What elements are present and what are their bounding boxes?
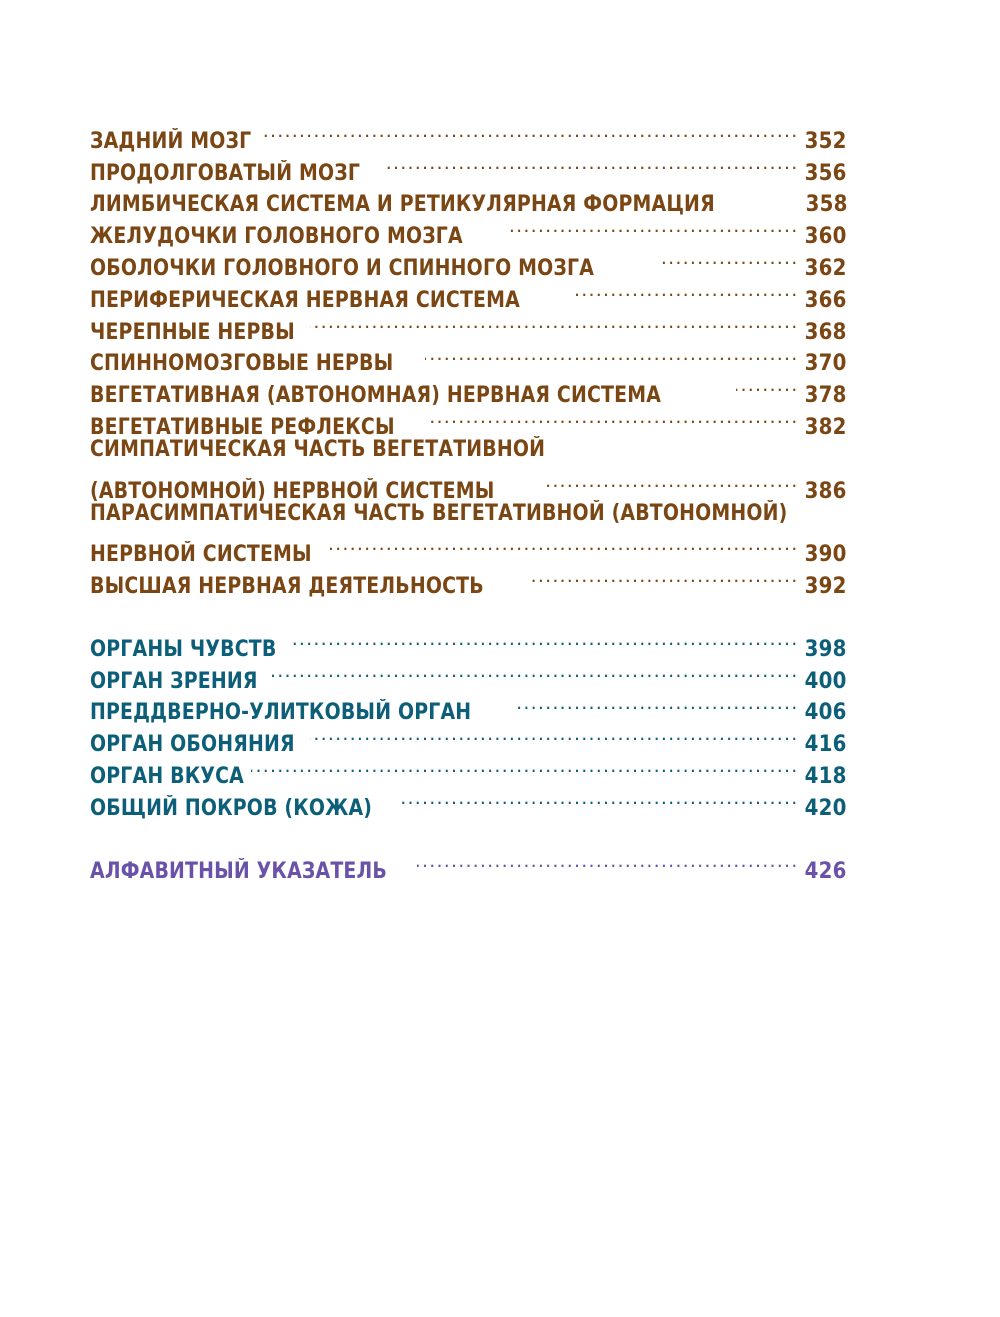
toc-entry-title: ЖЕЛУДОЧКИ ГОЛОВНОГО МОЗГА xyxy=(90,224,463,250)
dot-leader xyxy=(736,370,798,402)
toc-entry-page: 352 xyxy=(805,128,847,154)
dot-leader xyxy=(310,719,798,751)
toc-entry-page: 366 xyxy=(805,287,847,313)
table-of-contents xyxy=(90,116,848,884)
toc-entry-page: 400 xyxy=(805,668,847,694)
toc-group-index xyxy=(90,846,847,884)
toc-entry-page: 358 xyxy=(805,192,848,218)
toc-entry-title: ПЕРИФЕРИЧЕСКАЯ НЕРВНАЯ СИСТЕМА xyxy=(90,287,520,313)
toc-entry-page: 418 xyxy=(805,763,847,789)
dot-leader xyxy=(400,783,798,815)
dot-leader xyxy=(386,148,798,180)
toc-entry-title: ПРЕДДВЕРНО-УЛИТКОВЫЙ ОРГАН xyxy=(90,700,472,726)
toc-entry-title: (АВТОНОМНОЙ) НЕРВНОЙ СИСТЕМЫ xyxy=(90,478,495,504)
toc-entry-page: 368 xyxy=(805,319,847,345)
toc-entry-title: ЧЕРЕПНЫЕ НЕРВЫ xyxy=(90,319,295,345)
toc-entry-title: ВЫСШАЯ НЕРВНАЯ ДЕЯТЕЛЬНОСТЬ xyxy=(90,573,484,599)
toc-entry-page: 398 xyxy=(805,636,847,662)
dot-leader xyxy=(260,116,799,148)
dot-leader xyxy=(425,339,799,371)
dot-leader xyxy=(572,275,799,307)
dot-leader xyxy=(310,307,798,339)
dot-leader xyxy=(426,402,798,434)
toc-entry-title: СПИННОМОЗГОВЫЕ НЕРВЫ xyxy=(90,351,394,377)
toc-entry-page: 392 xyxy=(805,573,847,599)
toc-entry-title-line1[interactable] xyxy=(90,498,847,530)
dot-leader xyxy=(658,243,798,275)
dot-leader xyxy=(515,688,798,720)
toc-entry-page: 390 xyxy=(805,542,847,568)
dot-leader xyxy=(542,466,798,498)
dot-leader xyxy=(417,846,798,878)
toc-entry-page: 362 xyxy=(805,255,847,281)
toc-entry-title: ОРГАН ВКУСА xyxy=(90,763,244,789)
toc-entry-title: ЛИМБИЧЕСКАЯ СИСТЕМА И РЕТИКУЛЯРНАЯ ФОРМАЦИЯ xyxy=(90,192,715,218)
toc-entry-page: 416 xyxy=(805,732,847,758)
toc-entry-title: ОБЩИЙ ПОКРОВ (КОЖА) xyxy=(90,795,373,821)
dot-leader xyxy=(251,751,798,783)
dot-leader xyxy=(267,656,799,688)
toc-entry[interactable] xyxy=(90,846,847,884)
toc-entry-title: ПРОДОЛГОВАТЫЙ МОЗГ xyxy=(90,160,361,186)
dot-leader xyxy=(330,529,799,561)
toc-entry[interactable] xyxy=(90,624,847,662)
toc-entry-title: АЛФАВИТНЫЙ УКАЗАТЕЛЬ xyxy=(90,858,387,884)
toc-entry-title: ОРГАН ОБОНЯНИЯ xyxy=(90,732,295,758)
toc-entry-title-first-line: ПАРАСИМПАТИЧЕСКАЯ ЧАСТЬ ВЕГЕТАТИВНОЙ (АВТОНОМНОЙ) xyxy=(90,500,788,526)
toc-entry[interactable] xyxy=(90,529,847,568)
dot-leader xyxy=(506,211,799,243)
toc-entry-page: 370 xyxy=(805,351,847,377)
toc-entry-title: ЗАДНИЙ МОЗГ xyxy=(90,128,252,154)
toc-entry-title: ОРГАНЫ ЧУВСТВ xyxy=(90,636,277,662)
toc-entry-title: ОБОЛОЧКИ ГОЛОВНОГО И СПИННОГО МОЗГА xyxy=(90,255,595,281)
toc-entry-page: 386 xyxy=(805,478,847,504)
toc-entry-title-line1[interactable] xyxy=(90,434,847,466)
toc-entry-title: ОРГАН ЗРЕНИЯ xyxy=(90,668,258,694)
toc-entry-title-first-line: СИМПАТИЧЕСКАЯ ЧАСТЬ ВЕГЕТАТИВНОЙ xyxy=(90,436,546,462)
dot-leader xyxy=(530,561,799,593)
dot-leader xyxy=(289,624,799,656)
toc-entry-page: 420 xyxy=(805,795,847,821)
toc-entry-page: 426 xyxy=(805,858,847,884)
toc-entry-page: 378 xyxy=(805,383,847,409)
toc-group-nervous-system xyxy=(90,116,848,599)
toc-entry-page: 360 xyxy=(805,224,847,250)
toc-entry[interactable] xyxy=(90,116,847,154)
toc-entry[interactable] xyxy=(90,466,847,504)
toc-entry-title: ВЕГЕТАТИВНАЯ (АВТОНОМНАЯ) НЕРВНАЯ СИСТЕМА xyxy=(90,383,662,409)
toc-entry-page: 356 xyxy=(805,160,847,186)
toc-entry-page: 406 xyxy=(805,700,847,726)
toc-entry-title: ВЕГЕТАТИВНЫЕ РЕФЛЕКСЫ xyxy=(90,414,395,440)
toc-group-sense-organs xyxy=(90,624,847,821)
toc-entry-title: НЕРВНОЙ СИСТЕМЫ xyxy=(90,542,312,568)
toc-entry-page: 382 xyxy=(805,414,847,440)
